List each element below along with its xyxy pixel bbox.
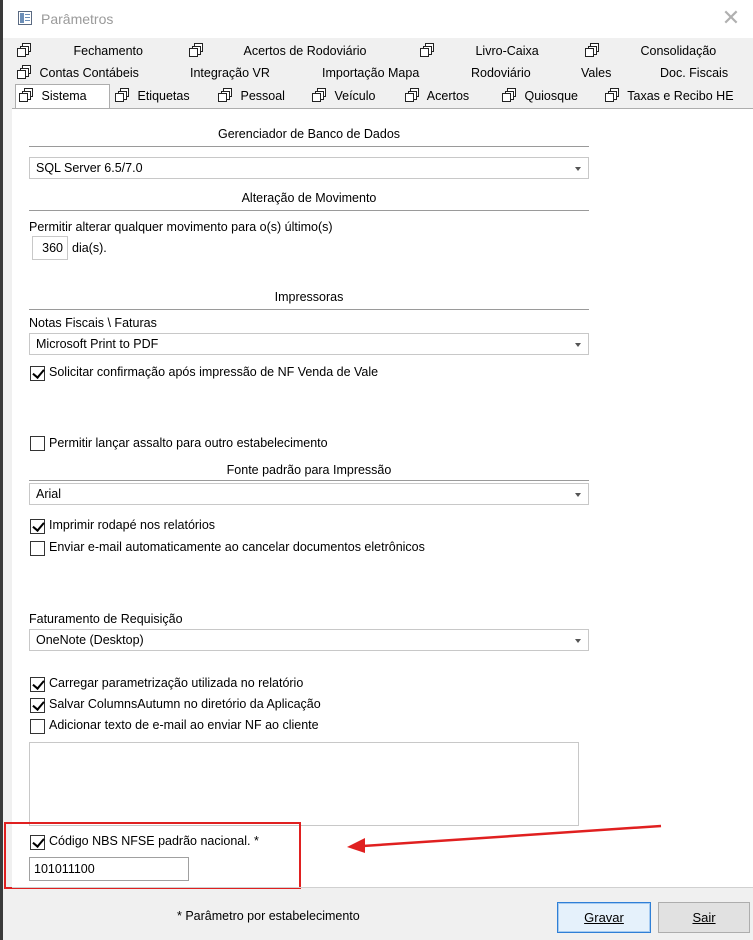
confirm-print-checkbox[interactable] xyxy=(30,366,45,381)
tab-veiculo[interactable]: Veículo xyxy=(312,85,376,107)
app-icon xyxy=(18,11,32,25)
adicionar-label: Adicionar texto de e-mail ao enviar NF ao cliente xyxy=(49,718,319,732)
chevron-down-icon[interactable] xyxy=(575,493,581,497)
salvar-checkbox[interactable] xyxy=(30,698,45,713)
tab-acertos-rodoviario[interactable]: Acertos de Rodoviário xyxy=(189,40,366,62)
tab-taxas-recibo-he[interactable]: Taxas e Recibo HE xyxy=(605,85,734,107)
db-manager-select[interactable]: SQL Server 6.5/7.0 xyxy=(29,157,589,179)
exit-button[interactable]: Sair xyxy=(658,902,750,933)
nf-printer-label: Notas Fiscais \ Faturas xyxy=(29,316,157,330)
confirm-print-label: Solicitar confirmação após impressão de NF Venda de Vale xyxy=(49,365,379,379)
nf-printer-select[interactable]: Microsoft Print to PDF xyxy=(29,333,589,355)
tab-vales[interactable]: Vales xyxy=(581,66,612,80)
close-icon[interactable]: ✕ xyxy=(721,5,741,30)
tab-acertos[interactable]: Acertos xyxy=(405,85,469,107)
carregar-label: Carregar parametrização utilizada no relatório xyxy=(49,676,304,690)
tab-fechamento[interactable]: Fechamento xyxy=(17,40,143,62)
email-cancel-label: Enviar e-mail automaticamente ao cancelar documentos eletrônicos xyxy=(49,540,425,554)
email-cancel-checkbox[interactable] xyxy=(30,541,45,556)
tab-pages-icon xyxy=(17,65,32,80)
tab-strip xyxy=(3,38,753,110)
tab-pages-icon xyxy=(115,88,130,103)
tab-etiquetas[interactable]: Etiquetas xyxy=(115,85,190,107)
tab-pages-icon xyxy=(19,88,34,103)
divider xyxy=(29,146,589,147)
annotation-arrow xyxy=(343,822,665,854)
divider xyxy=(29,210,589,211)
save-button[interactable]: Gravar xyxy=(557,902,651,933)
chevron-down-icon[interactable] xyxy=(575,343,581,347)
section-title-movimento: Alteração de Movimento xyxy=(241,191,377,205)
carregar-checkbox[interactable] xyxy=(30,677,45,692)
section-title-impressoras: Impressoras xyxy=(274,290,344,304)
title-bar xyxy=(3,0,753,38)
tab-rodoviario[interactable]: Rodoviário xyxy=(471,66,531,80)
rodape-label: Imprimir rodapé nos relatórios xyxy=(49,518,216,532)
assalto-label: Permitir lançar assalto para outro estabelecimento xyxy=(49,436,328,450)
tab-pages-icon xyxy=(502,88,517,103)
tab-pages-icon xyxy=(189,43,204,58)
tab-livro-caixa[interactable]: Livro-Caixa xyxy=(420,40,539,62)
section-title-db: Gerenciador de Banco de Dados xyxy=(217,127,401,141)
days-suffix: dia(s). xyxy=(72,241,107,255)
tab-content-sistema xyxy=(12,108,753,887)
footnote: * Parâmetro por estabelecimento xyxy=(177,909,360,923)
tab-sistema[interactable]: Sistema xyxy=(15,84,110,108)
tab-pages-icon xyxy=(218,88,233,103)
tab-integracao-vr[interactable]: Integração VR xyxy=(190,66,270,80)
assalto-checkbox[interactable] xyxy=(30,436,45,451)
chevron-down-icon[interactable] xyxy=(575,639,581,643)
tab-doc-fiscais[interactable]: Doc. Fiscais xyxy=(660,66,729,80)
rodape-checkbox[interactable] xyxy=(30,519,45,534)
chevron-down-icon[interactable] xyxy=(575,167,581,171)
days-input[interactable]: 360 xyxy=(32,236,68,260)
tab-contas-contabeis[interactable]: Contas Contábeis xyxy=(17,62,139,84)
divider xyxy=(12,887,753,888)
font-select[interactable]: Arial xyxy=(29,483,589,505)
nbs-label: Código NBS NFSE padrão nacional. * xyxy=(49,834,259,848)
tab-pages-icon xyxy=(312,88,327,103)
movimento-label: Permitir alterar qualquer movimento para o(s) último(s) xyxy=(29,220,333,234)
salvar-label: Salvar ColumnsAutumn no diretório da Aplicação xyxy=(49,697,321,711)
tab-pages-icon xyxy=(420,43,435,58)
tab-pages-icon xyxy=(17,43,32,58)
tab-pessoal[interactable]: Pessoal xyxy=(218,85,285,107)
tab-consolidacao[interactable]: Consolidação xyxy=(585,40,716,62)
window-title: Parâmetros xyxy=(41,11,114,27)
faturamento-select[interactable]: OneNote (Desktop) xyxy=(29,629,589,651)
tab-pages-icon xyxy=(585,43,600,58)
tab-importacao-mapa[interactable]: Importação Mapa xyxy=(322,66,420,80)
tab-quiosque[interactable]: Quiosque xyxy=(502,85,578,107)
nbs-code-input[interactable]: 101011100 xyxy=(29,857,189,881)
tab-pages-icon xyxy=(405,88,420,103)
divider xyxy=(29,480,589,481)
faturamento-label: Faturamento de Requisição xyxy=(29,612,183,626)
highlight-box xyxy=(4,822,301,889)
adicionar-checkbox[interactable] xyxy=(30,719,45,734)
divider xyxy=(29,309,589,310)
tab-pages-icon xyxy=(605,88,620,103)
email-text-memo[interactable] xyxy=(29,742,579,826)
font-title: Fonte padrão para Impressão xyxy=(226,463,392,477)
